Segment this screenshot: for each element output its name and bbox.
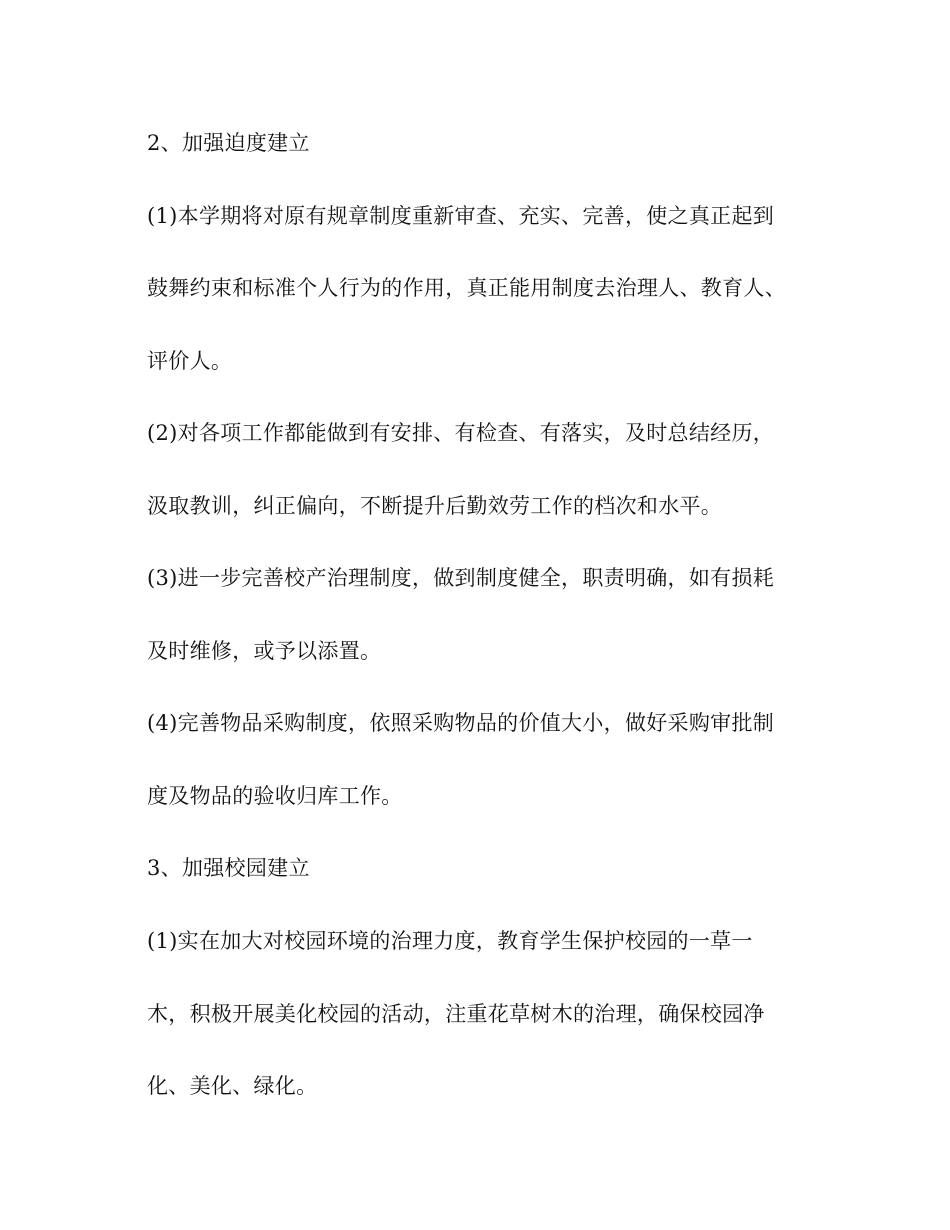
paragraph-line: (2)对各项工作都能做到有安排、有检查、有落实，及时总结经历，	[147, 421, 775, 445]
paragraph-line: (1)实在加大对校园环境的治理力度，教育学生保护校园的一草一	[147, 929, 753, 953]
paragraph-line: 鼓舞约束和标准个人行为的作用，真正能用制度去治理人、教育人、	[147, 276, 786, 300]
paragraph-line: 度及物品的验收归库工作。	[147, 784, 403, 808]
paragraph-line: 及时维修，或予以添置。	[147, 639, 382, 663]
section-heading-3: 3、加强校园建立	[147, 856, 310, 880]
paragraph-line: 汲取教训，纠正偏向，不断提升后勤效劳工作的档次和水平。	[147, 494, 723, 518]
paragraph-line: (3)进一步完善校产治理制度，做到制度健全，职责明确，如有损耗	[147, 566, 775, 590]
paragraph-line: 木，积极开展美化校园的活动，注重花草树木的治理，确保校园净	[147, 1002, 765, 1026]
paragraph-line: (1)本学期将对原有规章制度重新审查、充实、完善，使之真正起到	[147, 204, 775, 228]
paragraph-line: (4)完善物品采购制度，依照采购物品的价值大小，做好采购审批制	[147, 711, 775, 735]
section-heading-2: 2、加强迫度建立	[147, 131, 310, 155]
paragraph-line: 评价人。	[147, 349, 233, 373]
paragraph-line: 化、美化、绿化。	[147, 1074, 318, 1098]
